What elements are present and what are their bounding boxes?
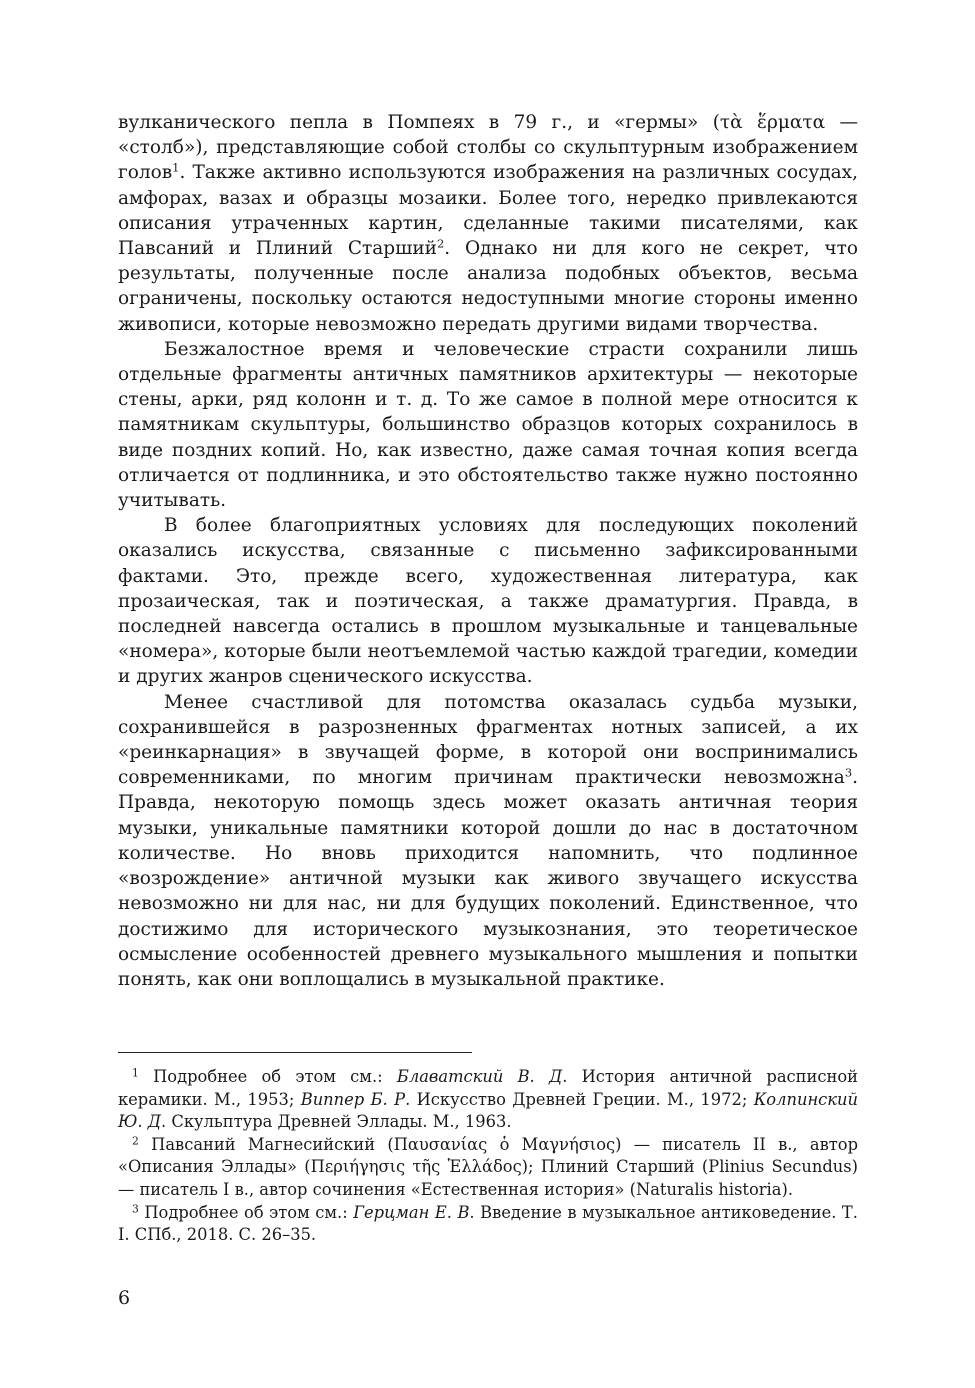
footnote-ref-2[interactable]: 2 [437, 236, 445, 251]
footnote-1 [118, 1066, 858, 1134]
page-number: 6 [118, 1287, 131, 1309]
footnote-divider [118, 1052, 472, 1053]
footnote-2 [118, 1134, 858, 1202]
paragraph-1-part-a: вулканического пепла в Помпеях в 79 г., и «гермы» (τὰ ἕρματα — «столб»), представляющие собой столбы со скульптурным изображением голов [118, 112, 858, 184]
footnote-number-3: 3 [132, 1202, 139, 1216]
footnote-1-author-1: Блаватский В. Д [396, 1067, 563, 1086]
paragraph-3: В более благоприятных условиях для последующих поколений оказались искусства, связанные с письменно зафиксированными фактами. Это, прежде всего, художественная литература, как прозаическая, так и поэтическая, а также драматургия. Правда, в последней навсегда остались в прошлом музыкальные и танцевальные «номера», которые были неотъемлемой частью каждой трагедии, комедии и других жанров сценического искусства. [118, 515, 858, 688]
paragraph-1 [118, 110, 858, 337]
paragraph-1-part-b: . Также активно используются изображения на различных сосудах, амфорах, вазах и образцы мозаики. Более того, нередко привлекаются описания утраченных картин, сделанные такими писателями, как Павсаний и Плиний Старший [118, 162, 858, 260]
paragraph-4-part-b: . Правда, некоторую помощь здесь может оказать античная теория музыки, уникальные памятники которой дошли до нас в достаточном количестве. Но вновь приходится напомнить, что подлинное «возрождение» античной музыки как живого звучащего искусства невозможно ни для нас, ни для будущих поколений. Единственное, что достижимо для исторического музыкознания, это теоретическое осмысление особенностей древнего музыкального мышления и попытки понять, как они воплощались в музыкальной практике. [118, 767, 858, 990]
footnote-1-author-3: Колпинский Ю. Д [118, 1089, 858, 1132]
footnote-3 [118, 1202, 858, 1247]
footnote-3-text-b: . Введение в музыкальное антиковедение. Т. I. СПб., 2018. С. 26–35. [118, 1202, 858, 1245]
footnote-1-author-2: Виппер Б. Р [300, 1089, 406, 1109]
paragraph-2: Безжалостное время и человеческие страсти сохранили лишь отдельные фрагменты античных памятников архитектуры — некоторые стены, арки, ряд колонн и т. д. То же самое в полной мере относится к памятникам скульптуры, большинство образцов которых сохранилось в виде поздних копий. Но, как известно, даже самая точная копия всегда отличается от подлинника, и это обстоятельство также нужно постоянно учитывать. [118, 338, 858, 512]
footnote-ref-1[interactable]: 1 [172, 161, 180, 176]
footnote-number-2: 2 [132, 1134, 139, 1148]
footnote-number-1: 1 [132, 1066, 139, 1080]
footnote-3-text-a: Подробнее об этом см.: [144, 1202, 354, 1222]
footnotes-block [118, 1066, 858, 1247]
main-text-block [118, 110, 858, 992]
footnote-1-text-a: Подробнее об этом см.: [153, 1067, 397, 1086]
paragraph-4-part-a: Менее счастливой для потомства оказалась судьба музыки, сохранившейся в разрозненных фрагментах нотных записей, а их «реинкарнация» в звучащей форме, в которой они воспринимались современниками, по многим причинам практически невозможна [118, 691, 858, 789]
paragraph-1-part-c: . Однако ни для кого не секрет, что результаты, полученные после анализа подобных объектов, весьма ограничены, поскольку остаются недоступными многие стороны именно живописи, которые невозможно передать другими видами творчества. [118, 238, 858, 335]
paragraph-4 [118, 690, 858, 992]
footnote-1-text-d: . Скульптура Древней Эллады. М., 1963. [161, 1112, 512, 1132]
footnote-2-text: Павсаний Магнесийский (Παυσανίας ὁ Μαγνήσιος) — писатель II в., автор «Описания Эллады» (Περιήγησις τῆς Ἑλλάδος); Плиний Старший (Plinius Secundus) — писатель I в., автор сочинения «Естественная история» (Naturalis historia). [118, 1134, 858, 1199]
footnote-ref-3[interactable]: 3 [844, 765, 853, 780]
footnote-3-author-1: Герцман Е. В [353, 1202, 470, 1222]
footnote-1-text-b: . История античной расписной керамики. М., 1953; [118, 1067, 859, 1109]
footnote-1-text-c: . Искусство Древней Греции. М., 1972; [405, 1089, 754, 1109]
